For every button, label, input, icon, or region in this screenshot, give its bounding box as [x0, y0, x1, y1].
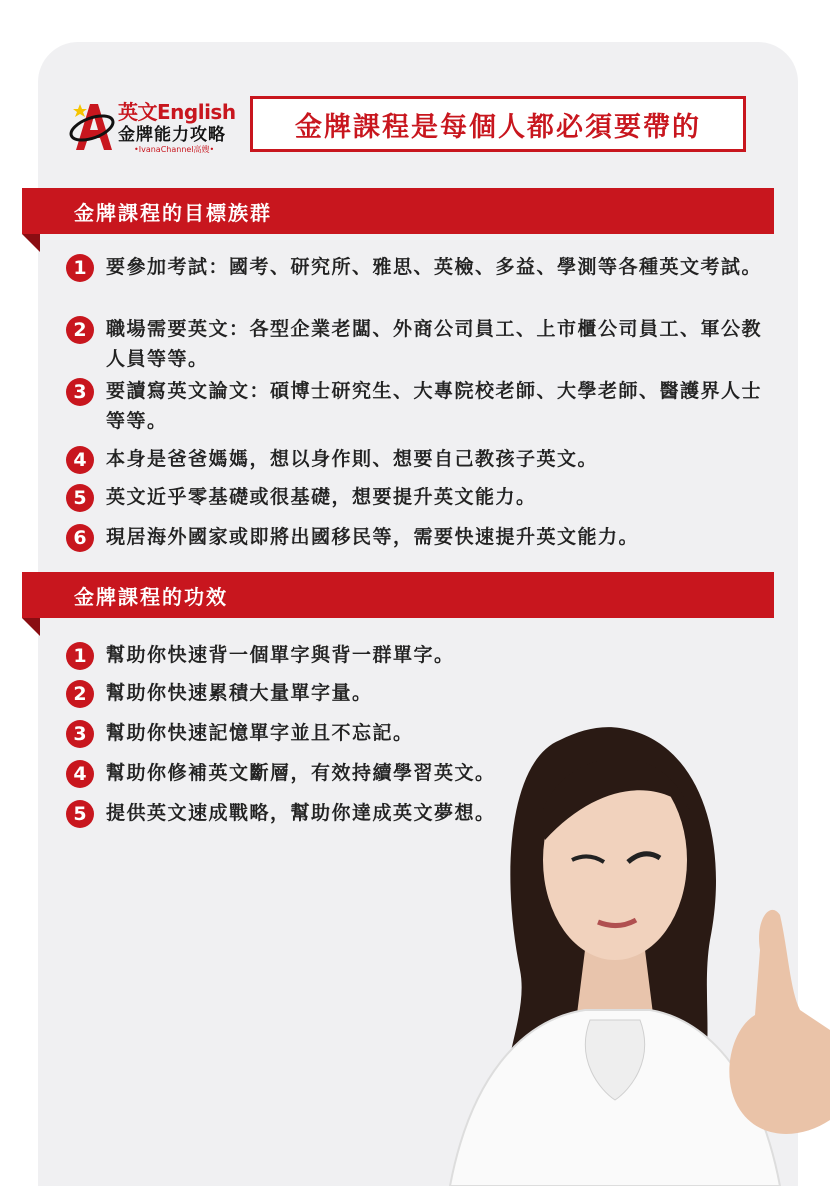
number-badge: 4 [66, 446, 94, 474]
list-item [66, 376, 772, 436]
list-item-text: 本身是爸爸媽媽，想以身作則、想要自己教孩子英文。 [106, 448, 599, 470]
list-item-text: 幫助你快速背一個單字與背一群單字。 [106, 644, 455, 666]
page-title: 金牌課程是每個人都必須要帶的 [250, 96, 746, 152]
list-item-text: 要讀寫英文論文：碩博士研究生、大專院校老師、大學老師、醫護界人士等等。 [106, 380, 763, 432]
list-item [66, 482, 772, 512]
list-item [66, 314, 772, 374]
list-item-text: 職場需要英文：各型企業老闆、外商公司員工、上市櫃公司員工、軍公教人員等等。 [106, 318, 763, 370]
list-item-text: 幫助你修補英文斷層，有效持續學習英文。 [106, 762, 496, 784]
list-item-text: 英文近乎零基礎或很基礎，想要提升英文能力。 [106, 486, 537, 508]
list-item [66, 522, 772, 552]
list-item-text: 要參加考試：國考、研究所、雅思、英檢、多益、學測等各種英文考試。 [106, 256, 763, 278]
number-badge: 6 [66, 524, 94, 552]
list-item-text: 提供英文速成戰略，幫助你達成英文夢想。 [106, 802, 496, 824]
presenter-photo [360, 700, 838, 1186]
number-badge: 5 [66, 800, 94, 828]
logo-subtitle: 金牌能力攻略 [118, 125, 226, 145]
list-item [66, 252, 772, 282]
list-item-text: 幫助你快速累積大量單字量。 [106, 682, 373, 704]
number-badge: 3 [66, 378, 94, 406]
list-item-text: 幫助你快速記憶單字並且不忘記。 [106, 722, 414, 744]
logo-a-icon [68, 98, 118, 152]
number-badge: 2 [66, 316, 94, 344]
section-benefits-header: 金牌課程的功效 [22, 572, 774, 618]
number-badge: 3 [66, 720, 94, 748]
logo-title: 英文English [118, 100, 236, 124]
number-badge: 4 [66, 760, 94, 788]
number-badge: 5 [66, 484, 94, 512]
list-item-text: 現居海外國家或即將出國移民等，需要快速提升英文能力。 [106, 526, 640, 548]
number-badge: 2 [66, 680, 94, 708]
number-badge: 1 [66, 642, 94, 670]
brand-logo [68, 96, 236, 160]
logo-tagline: •IvanaChannel高嫂• [134, 145, 215, 154]
number-badge: 1 [66, 254, 94, 282]
list-item [66, 640, 772, 670]
section-target-audience-header: 金牌課程的目標族群 [22, 188, 774, 234]
list-item [66, 444, 772, 474]
